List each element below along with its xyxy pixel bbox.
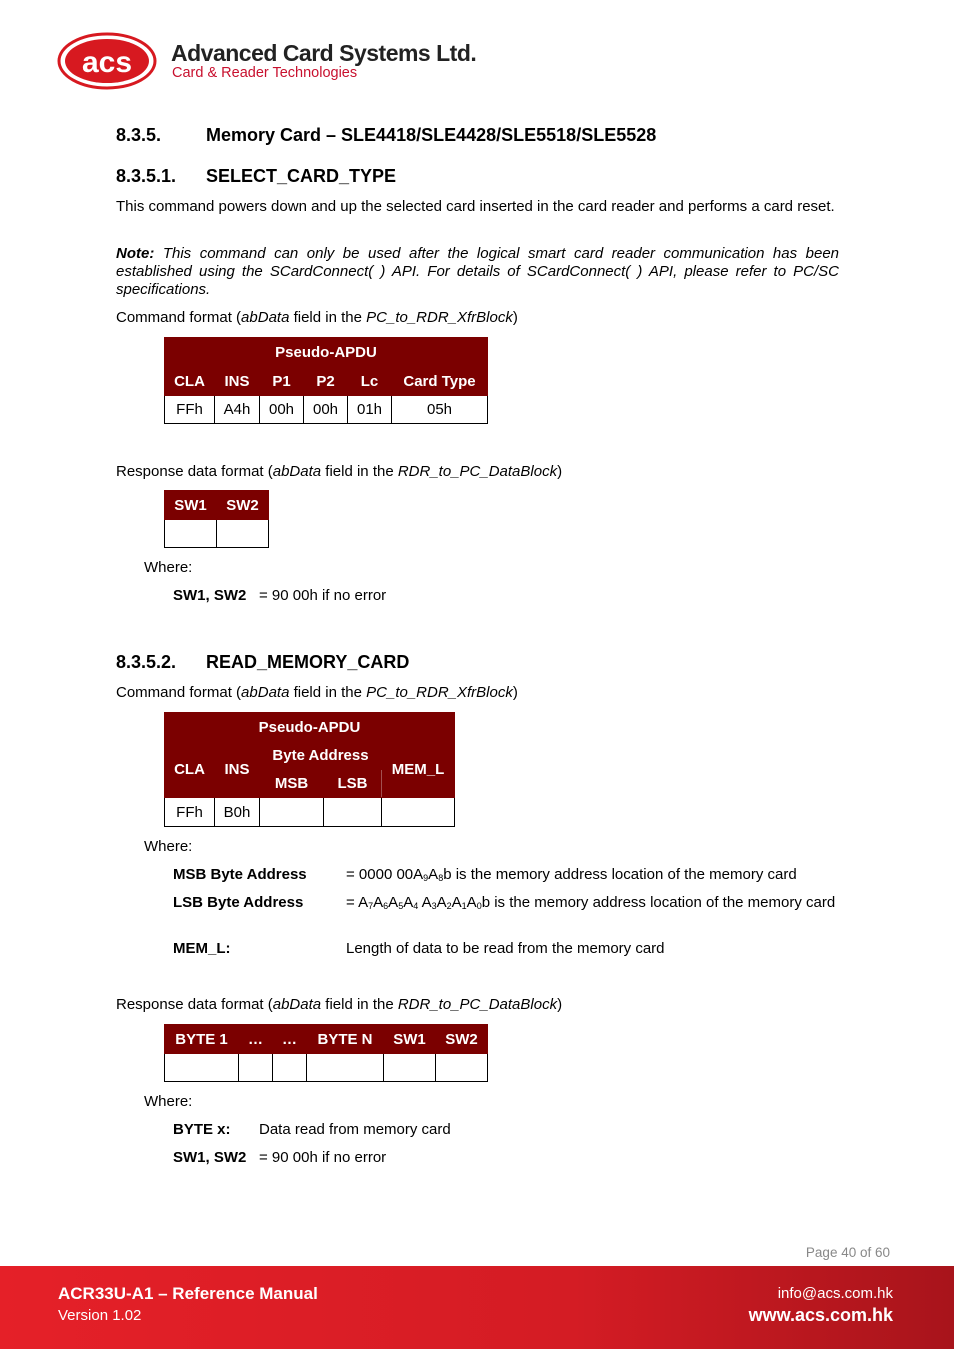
resp-suffix: ) (557, 996, 563, 1013)
subsection-title: READ_MEMORY_CARD (206, 652, 410, 672)
cmd-prefix: Command format ( (116, 684, 242, 701)
value-cell (165, 520, 217, 548)
header-cell: P2 (304, 367, 348, 396)
resp-suffix: ) (557, 463, 563, 480)
resp-block: RDR_to_PC_DataBlock (397, 996, 558, 1013)
company-tagline: Card & Reader Technologies (172, 65, 358, 81)
cmd-block: PC_to_RDR_XfrBlock (366, 684, 513, 701)
value-cell (260, 798, 324, 827)
note-paragraph (116, 245, 839, 299)
resp-block: RDR_to_PC_DataBlock (397, 463, 558, 480)
header-cell: … (273, 1025, 307, 1054)
footer-website[interactable]: www.acs.com.hk (748, 1305, 893, 1325)
header-cell: Card Type (392, 367, 488, 396)
value-cell (165, 1054, 239, 1082)
page-number: Page 40 of 60 (805, 1245, 890, 1260)
sw-label: SW1, SW2 (173, 587, 247, 604)
response-format-line (116, 463, 562, 481)
subsection-heading (116, 652, 409, 673)
value-cell: 05h (392, 396, 488, 424)
footer-bar (0, 1266, 954, 1349)
command-format-line (116, 684, 518, 702)
footer-email[interactable]: info@acs.com.hk (777, 1285, 893, 1302)
where-label: Where: (144, 838, 193, 855)
subsection-heading (116, 166, 396, 187)
header-cell: P1 (260, 367, 304, 396)
company-name: Advanced Card Systems Ltd. (171, 40, 477, 66)
value-cell (324, 798, 382, 827)
resp-mid: field in the (321, 463, 398, 480)
header-cell: BYTE 1 (165, 1025, 239, 1054)
header-cell: CLA (165, 742, 215, 798)
lsb-definition: = $A_7A_6A_5A_4$ $A_3A_2A_1A_0b$ is the memory address location of the memory card (346, 894, 836, 911)
value-cell: FFh (165, 396, 215, 424)
table-title: Pseudo-APDU (165, 713, 455, 742)
header-cell: INS (215, 367, 260, 396)
select-card-type-apdu-table (164, 337, 488, 424)
header-cell: SW1 (165, 491, 217, 520)
subsection-title: SELECT_CARD_TYPE (206, 166, 397, 186)
bytex-label: BYTE x: (173, 1121, 231, 1138)
table-title: Pseudo-APDU (165, 338, 488, 367)
section-heading (116, 125, 656, 146)
cmd-field: abData (241, 684, 290, 701)
response-format-line (116, 996, 562, 1014)
where-label: Where: (144, 559, 193, 576)
cmd-suffix: ) (512, 684, 518, 701)
read-memory-card-apdu-table (164, 712, 455, 827)
value-cell (217, 520, 269, 548)
section-number: 8.3.5. (116, 125, 162, 145)
cmd-block: PC_to_RDR_XfrBlock (366, 309, 513, 326)
bytex-text: Data read from memory card (259, 1121, 451, 1138)
resp-field: abData (272, 463, 322, 480)
resp-mid: field in the (321, 996, 398, 1013)
value-cell: B0h (215, 798, 260, 827)
cmd-suffix: ) (512, 309, 518, 326)
header-cell: BYTE N (307, 1025, 384, 1054)
header-cell: SW2 (436, 1025, 488, 1054)
cmd-prefix: Command format ( (116, 309, 242, 326)
sw-text: = 90 00h if no error (259, 1149, 387, 1166)
value-cell: 01h (348, 396, 392, 424)
header-cell: SW2 (217, 491, 269, 520)
subsection-number: 8.3.5.1. (116, 166, 177, 186)
header-cell: MEM_L (382, 742, 455, 798)
meml-label: MEM_L: (173, 940, 231, 957)
header-cell: Byte Address (260, 742, 382, 770)
value-cell: 00h (304, 396, 348, 424)
command-format-line (116, 309, 518, 327)
header-cell: Lc (348, 367, 392, 396)
sw-label: SW1, SW2 (173, 1149, 247, 1166)
header-cell: … (239, 1025, 273, 1054)
value-cell (239, 1054, 273, 1082)
value-cell (384, 1054, 436, 1082)
cmd-mid: field in the (289, 309, 367, 326)
command-description: This command powers down and up the selected card inserted in the card reader and performs a card reset. (116, 198, 835, 215)
sw-text: = 90 00h if no error (259, 587, 387, 604)
header-cell: MSB (260, 770, 324, 798)
acs-logo-mark (55, 30, 165, 92)
lsb-label: LSB Byte Address (173, 894, 304, 911)
header-cell: LSB (324, 770, 382, 798)
footer-version: Version 1.02 (58, 1307, 142, 1324)
resp-prefix: Response data format ( (116, 463, 273, 480)
msb-definition: = 0000 $00A_9A_8b$ is the memory address location of the memory card (346, 866, 797, 883)
msb-label: MSB Byte Address (173, 866, 307, 883)
header-cell: CLA (165, 367, 215, 396)
header-cell: SW1 (384, 1025, 436, 1054)
cmd-field: abData (241, 309, 290, 326)
note-label: Note: (116, 245, 155, 262)
read-memory-card-response-table (164, 1024, 488, 1082)
value-cell (307, 1054, 384, 1082)
footer-manual-title: ACR33U-A1 – Reference Manual (58, 1284, 318, 1303)
value-cell: A4h (215, 396, 260, 424)
value-cell (382, 798, 455, 827)
resp-field: abData (272, 996, 322, 1013)
value-cell: 00h (260, 396, 304, 424)
logo-mark-text: acs (81, 46, 133, 79)
select-card-type-response-table (164, 490, 269, 548)
company-logo (55, 30, 165, 92)
meml-definition: Length of data to be read from the memory card (346, 940, 665, 957)
header-cell: INS (215, 742, 260, 798)
resp-prefix: Response data format ( (116, 996, 273, 1013)
note-text: This command can only be used after the logical smart card reader communication has been established using the SCardConnect( ) API. For details of SCardConnect( ) API, please refer to PC/SC specifications. (116, 245, 839, 298)
section-title: Memory Card – SLE4418/SLE4428/SLE5518/SLE5528 (206, 125, 657, 145)
value-cell (273, 1054, 307, 1082)
cmd-mid: field in the (289, 684, 367, 701)
subsection-number: 8.3.5.2. (116, 652, 177, 672)
value-cell: FFh (165, 798, 215, 827)
value-cell (436, 1054, 488, 1082)
where-label: Where: (144, 1093, 193, 1110)
